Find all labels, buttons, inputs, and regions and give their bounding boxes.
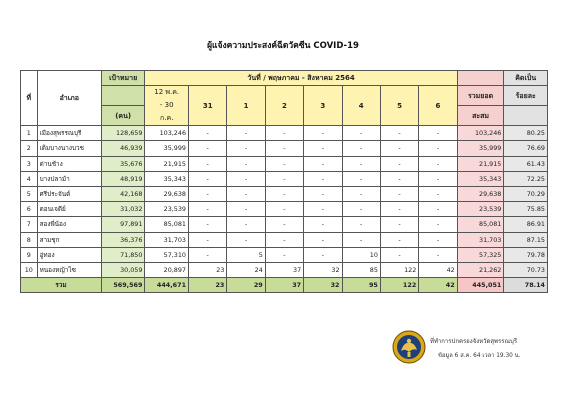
row-no: 2 <box>21 141 38 156</box>
row-district: บางปลาม้า <box>37 171 101 186</box>
row-day: - <box>189 141 227 156</box>
vaccine-registration-table <box>20 70 548 293</box>
row-day: - <box>227 232 265 247</box>
row-pct: 70.73 <box>504 262 548 277</box>
row-cumulative: 35,343 <box>457 171 504 186</box>
row-cumulative: 103,246 <box>457 126 504 141</box>
header-day: 31 <box>189 86 227 126</box>
row-day: - <box>380 202 418 217</box>
row-target: 42,168 <box>101 186 145 201</box>
table-row <box>21 247 548 262</box>
row-day: - <box>189 171 227 186</box>
row-pct: 72.25 <box>504 171 548 186</box>
row-no: 7 <box>21 217 38 232</box>
header-pct-top: คิดเป็น <box>504 71 548 86</box>
header-target: เป้าหมาย <box>101 71 145 86</box>
row-day: - <box>380 232 418 247</box>
total-day: 23 <box>189 278 227 293</box>
provincial-seal-icon <box>392 330 426 364</box>
row-no: 1 <box>21 126 38 141</box>
row-district: เมืองสุพรรณบุรี <box>37 126 101 141</box>
row-day: - <box>265 247 303 262</box>
header-cumulative: รวมยอด <box>457 86 504 106</box>
total-day: 122 <box>380 278 418 293</box>
row-day: - <box>265 217 303 232</box>
row-target: 35,676 <box>101 156 145 171</box>
row-day: - <box>265 126 303 141</box>
row-day: - <box>227 217 265 232</box>
row-no: 3 <box>21 156 38 171</box>
row-target: 31,032 <box>101 202 145 217</box>
row-day: - <box>304 156 342 171</box>
row-day: - <box>304 202 342 217</box>
row-day: - <box>342 232 380 247</box>
row-day: - <box>342 126 380 141</box>
table-row <box>21 202 548 217</box>
row-pct: 86.91 <box>504 217 548 232</box>
row-no: 6 <box>21 202 38 217</box>
header-base-line2: - 30 <box>159 101 174 110</box>
row-day: - <box>419 141 457 156</box>
row-day: - <box>380 126 418 141</box>
row-day: - <box>189 232 227 247</box>
row-day: - <box>227 202 265 217</box>
row-cumulative: 35,999 <box>457 141 504 156</box>
total-base: 444,671 <box>145 278 189 293</box>
row-day: - <box>380 217 418 232</box>
row-base: 57,310 <box>145 247 189 262</box>
header-cum-top <box>457 71 504 86</box>
row-pct: 75.85 <box>504 202 548 217</box>
row-district: ดอนเจดีย์ <box>37 202 101 217</box>
row-day: - <box>419 202 457 217</box>
row-day: - <box>342 171 380 186</box>
total-day: 95 <box>342 278 380 293</box>
row-target: 46,939 <box>101 141 145 156</box>
row-day: - <box>304 141 342 156</box>
row-day: - <box>342 202 380 217</box>
row-day: - <box>342 217 380 232</box>
row-base: 20,897 <box>145 262 189 277</box>
footer-office: ที่ทำการปกครองจังหวัดสุพรรณบุรี <box>430 338 518 345</box>
table-row <box>21 126 548 141</box>
row-day: - <box>380 247 418 262</box>
row-target: 71,850 <box>101 247 145 262</box>
row-day: - <box>189 156 227 171</box>
header-day: 6 <box>419 86 457 126</box>
header-base-line3: ก.ค. <box>160 114 174 123</box>
row-day: 37 <box>265 262 303 277</box>
row-cumulative: 57,325 <box>457 247 504 262</box>
table-row <box>21 171 548 186</box>
total-pct: 78.14 <box>504 278 548 293</box>
header-target-unit: (คน) <box>101 106 145 126</box>
table-row <box>21 217 548 232</box>
row-day: 42 <box>419 262 457 277</box>
row-day: - <box>342 186 380 201</box>
row-day: 85 <box>342 262 380 277</box>
header-day: 5 <box>380 86 418 126</box>
row-day: - <box>342 156 380 171</box>
row-target: 48,919 <box>101 171 145 186</box>
row-day: - <box>304 217 342 232</box>
row-day: - <box>189 186 227 201</box>
table-row <box>21 141 548 156</box>
row-day: - <box>265 141 303 156</box>
row-base: 35,343 <box>145 171 189 186</box>
table-row <box>21 186 548 201</box>
row-day: - <box>227 186 265 201</box>
table-body <box>21 126 548 278</box>
row-no: 8 <box>21 232 38 247</box>
header-target-mid <box>101 86 145 106</box>
row-pct: 76.69 <box>504 141 548 156</box>
row-target: 30,059 <box>101 262 145 277</box>
row-day: 5 <box>227 247 265 262</box>
row-district: สามชุก <box>37 232 101 247</box>
footer-as-of: ข้อมูล 6 ส.ค. 64 เวลา 19.30 น. <box>438 353 521 359</box>
row-day: - <box>380 141 418 156</box>
row-district: ด่านช้าง <box>37 156 101 171</box>
row-target: 128,659 <box>101 126 145 141</box>
row-cumulative: 85,081 <box>457 217 504 232</box>
total-target: 569,569 <box>101 278 145 293</box>
row-pct: 80.25 <box>504 126 548 141</box>
total-cumulative: 445,051 <box>457 278 504 293</box>
row-day: - <box>227 126 265 141</box>
row-district: อู่ทอง <box>37 247 101 262</box>
row-day: - <box>189 202 227 217</box>
row-day: - <box>304 186 342 201</box>
row-day: - <box>304 171 342 186</box>
row-base: 29,638 <box>145 186 189 201</box>
row-day: - <box>380 186 418 201</box>
total-day: 32 <box>304 278 342 293</box>
header-district: อำเภอ <box>37 71 101 126</box>
header-pct-bottom <box>504 106 548 126</box>
row-district: สองพี่น้อง <box>37 217 101 232</box>
row-day: - <box>380 171 418 186</box>
row-day: - <box>189 126 227 141</box>
header-day: 3 <box>304 86 342 126</box>
row-pct: 61.43 <box>504 156 548 171</box>
table-row <box>21 232 548 247</box>
row-pct: 70.29 <box>504 186 548 201</box>
row-pct: 87.15 <box>504 232 548 247</box>
row-district: หนองหญ้าไซ <box>37 262 101 277</box>
row-no: 5 <box>21 186 38 201</box>
row-no: 9 <box>21 247 38 262</box>
row-base: 21,915 <box>145 156 189 171</box>
row-target: 97,891 <box>101 217 145 232</box>
row-day: - <box>419 171 457 186</box>
total-day: 42 <box>419 278 457 293</box>
row-day: - <box>380 156 418 171</box>
row-base: 103,246 <box>145 126 189 141</box>
row-cumulative: 29,638 <box>457 186 504 201</box>
row-day: - <box>419 217 457 232</box>
row-day: - <box>419 156 457 171</box>
header-day: 2 <box>265 86 303 126</box>
row-base: 31,703 <box>145 232 189 247</box>
row-day: - <box>265 232 303 247</box>
row-day: 24 <box>227 262 265 277</box>
row-day: - <box>419 247 457 262</box>
table-row <box>21 156 548 171</box>
row-day: - <box>265 171 303 186</box>
row-day: - <box>265 156 303 171</box>
row-day: - <box>265 202 303 217</box>
total-day: 37 <box>265 278 303 293</box>
row-day: - <box>227 171 265 186</box>
row-day: 10 <box>342 247 380 262</box>
header-day: 4 <box>342 86 380 126</box>
row-district: ศรีประจันต์ <box>37 186 101 201</box>
page-title: ผู้แจ้งความประสงค์ฉีดวัคซีน COVID-19 <box>207 41 359 51</box>
row-day: - <box>227 156 265 171</box>
row-pct: 79.78 <box>504 247 548 262</box>
row-base: 35,999 <box>145 141 189 156</box>
table-row <box>21 262 548 277</box>
row-base: 85,081 <box>145 217 189 232</box>
row-cumulative: 21,915 <box>457 156 504 171</box>
header-pct: ร้อยละ <box>504 86 548 106</box>
header-day: 1 <box>227 86 265 126</box>
total-label: รวม <box>21 278 102 293</box>
header-base-range <box>145 86 189 126</box>
row-cumulative: 23,539 <box>457 202 504 217</box>
row-day: - <box>189 217 227 232</box>
row-day: - <box>189 247 227 262</box>
row-base: 23,539 <box>145 202 189 217</box>
row-cumulative: 21,262 <box>457 262 504 277</box>
row-district: เดิมบางนางบวช <box>37 141 101 156</box>
row-day: - <box>419 186 457 201</box>
row-target: 36,376 <box>101 232 145 247</box>
row-day: - <box>227 141 265 156</box>
row-day: - <box>304 232 342 247</box>
row-day: 23 <box>189 262 227 277</box>
total-day: 29 <box>227 278 265 293</box>
row-day: - <box>304 126 342 141</box>
row-cumulative: 31,703 <box>457 232 504 247</box>
row-no: 10 <box>21 262 38 277</box>
row-day: - <box>342 141 380 156</box>
row-day: - <box>419 126 457 141</box>
row-no: 4 <box>21 171 38 186</box>
row-day: - <box>265 186 303 201</box>
row-day: 32 <box>304 262 342 277</box>
header-no: ที่ <box>21 71 38 126</box>
row-day: - <box>304 247 342 262</box>
header-base-line1: 12 พ.ค. <box>154 88 180 97</box>
header-period: วันที่ / พฤษภาคม - สิงหาคม 2564 <box>145 71 457 86</box>
total-row <box>21 278 548 293</box>
row-day: 122 <box>380 262 418 277</box>
row-day: - <box>419 232 457 247</box>
header-cumulative-2: สะสม <box>457 106 504 126</box>
